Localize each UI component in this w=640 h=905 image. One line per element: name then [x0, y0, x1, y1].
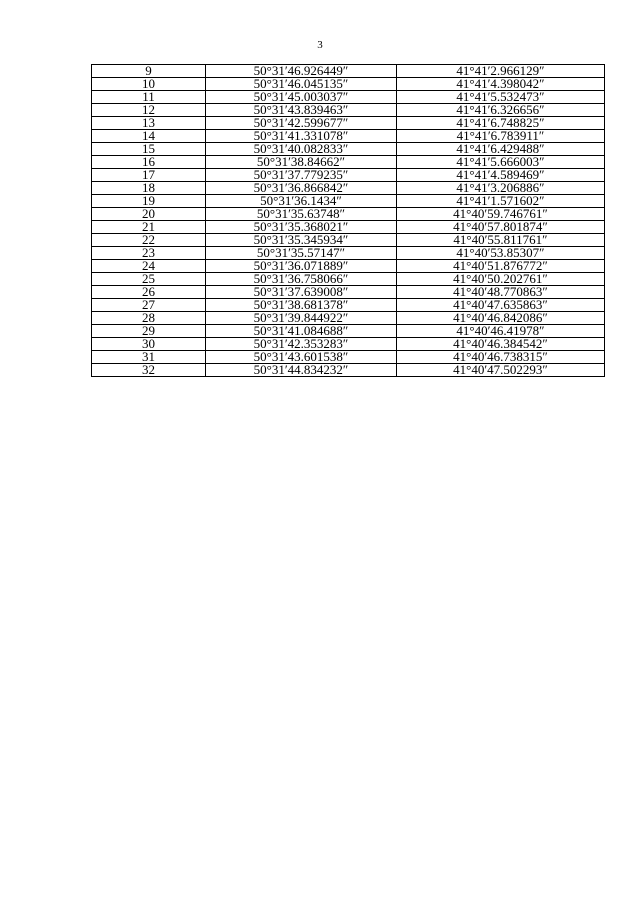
table-row — [92, 325, 605, 338]
longitude-cell: 41°40′46.738315″ — [397, 351, 605, 364]
latitude-cell: 50°31′44.834232″ — [206, 364, 397, 377]
point-number: 26 — [92, 286, 206, 299]
coordinates-table — [91, 64, 605, 377]
table-row — [92, 260, 605, 273]
table-row — [92, 221, 605, 234]
longitude-cell: 41°40′47.635863″ — [397, 299, 605, 312]
latitude-cell: 50°31′37.779235″ — [206, 169, 397, 182]
latitude-cell: 50°31′39.844922″ — [206, 312, 397, 325]
longitude-cell: 41°41′5.666003″ — [397, 156, 605, 169]
table-row — [92, 143, 605, 156]
latitude-cell: 50°31′36.866842″ — [206, 182, 397, 195]
latitude-cell: 50°31′36.758066″ — [206, 273, 397, 286]
latitude-cell: 50°31′45.003037″ — [206, 91, 397, 104]
point-number: 21 — [92, 221, 206, 234]
latitude-cell: 50°31′40.082833″ — [206, 143, 397, 156]
latitude-cell: 50°31′35.57147″ — [206, 247, 397, 260]
point-number: 15 — [92, 143, 206, 156]
point-number: 24 — [92, 260, 206, 273]
latitude-cell: 50°31′36.071889″ — [206, 260, 397, 273]
longitude-cell: 41°40′57.801874″ — [397, 221, 605, 234]
table-row — [92, 273, 605, 286]
table-row — [92, 117, 605, 130]
latitude-cell: 50°31′46.045135″ — [206, 78, 397, 91]
latitude-cell: 50°31′43.601538″ — [206, 351, 397, 364]
point-number: 25 — [92, 273, 206, 286]
longitude-cell: 41°41′2.966129″ — [397, 65, 605, 78]
latitude-cell: 50°31′41.331078″ — [206, 130, 397, 143]
point-number: 32 — [92, 364, 206, 377]
latitude-cell: 50°31′35.345934″ — [206, 234, 397, 247]
point-number: 31 — [92, 351, 206, 364]
point-number: 9 — [92, 65, 206, 78]
latitude-cell: 50°31′38.681378″ — [206, 299, 397, 312]
latitude-cell: 50°31′35.368021″ — [206, 221, 397, 234]
table-row — [92, 78, 605, 91]
table-row — [92, 286, 605, 299]
table-row — [92, 104, 605, 117]
latitude-cell: 50°31′46.926449″ — [206, 65, 397, 78]
longitude-cell: 41°40′46.384542″ — [397, 338, 605, 351]
table-row — [92, 182, 605, 195]
table-row — [92, 156, 605, 169]
table-row — [92, 312, 605, 325]
latitude-cell: 50°31′43.839463″ — [206, 104, 397, 117]
point-number: 27 — [92, 299, 206, 312]
latitude-cell: 50°31′42.353283″ — [206, 338, 397, 351]
point-number: 23 — [92, 247, 206, 260]
table-row — [92, 364, 605, 377]
longitude-cell: 41°40′53.85307″ — [397, 247, 605, 260]
table-row — [92, 91, 605, 104]
longitude-cell: 41°41′3.206886″ — [397, 182, 605, 195]
longitude-cell: 41°41′6.783911″ — [397, 130, 605, 143]
table-row — [92, 169, 605, 182]
page-number: 3 — [317, 39, 323, 51]
point-number: 11 — [92, 91, 206, 104]
table-row — [92, 351, 605, 364]
latitude-cell: 50°31′38.84662″ — [206, 156, 397, 169]
point-number: 19 — [92, 195, 206, 208]
table-row — [92, 130, 605, 143]
point-number: 30 — [92, 338, 206, 351]
point-number: 29 — [92, 325, 206, 338]
latitude-cell: 50°31′41.084688″ — [206, 325, 397, 338]
latitude-cell: 50°31′36.1434″ — [206, 195, 397, 208]
table-row — [92, 338, 605, 351]
longitude-cell: 41°40′48.770863″ — [397, 286, 605, 299]
longitude-cell: 41°40′51.876772″ — [397, 260, 605, 273]
point-number: 14 — [92, 130, 206, 143]
point-number: 10 — [92, 78, 206, 91]
table-row — [92, 208, 605, 221]
longitude-cell: 41°40′50.202761″ — [397, 273, 605, 286]
point-number: 16 — [92, 156, 206, 169]
latitude-cell: 50°31′35.63748″ — [206, 208, 397, 221]
table-row — [92, 247, 605, 260]
latitude-cell: 50°31′37.639008″ — [206, 286, 397, 299]
longitude-cell: 41°40′59.746761″ — [397, 208, 605, 221]
longitude-cell: 41°40′47.502293″ — [397, 364, 605, 377]
point-number: 12 — [92, 104, 206, 117]
table-row — [92, 195, 605, 208]
longitude-cell: 41°40′55.811761″ — [397, 234, 605, 247]
table-row — [92, 299, 605, 312]
table-row — [92, 234, 605, 247]
longitude-cell: 41°41′6.429488″ — [397, 143, 605, 156]
longitude-cell: 41°41′5.532473″ — [397, 91, 605, 104]
longitude-cell: 41°41′1.571602″ — [397, 195, 605, 208]
point-number: 18 — [92, 182, 206, 195]
longitude-cell: 41°41′6.326656″ — [397, 104, 605, 117]
table-row — [92, 65, 605, 78]
longitude-cell: 41°41′6.748825″ — [397, 117, 605, 130]
longitude-cell: 41°41′4.398042″ — [397, 78, 605, 91]
point-number: 13 — [92, 117, 206, 130]
point-number: 17 — [92, 169, 206, 182]
point-number: 22 — [92, 234, 206, 247]
point-number: 28 — [92, 312, 206, 325]
latitude-cell: 50°31′42.599677″ — [206, 117, 397, 130]
point-number: 20 — [92, 208, 206, 221]
longitude-cell: 41°40′46.842086″ — [397, 312, 605, 325]
coordinates-table-body — [92, 65, 605, 377]
longitude-cell: 41°41′4.589469″ — [397, 169, 605, 182]
longitude-cell: 41°40′46.41978″ — [397, 325, 605, 338]
